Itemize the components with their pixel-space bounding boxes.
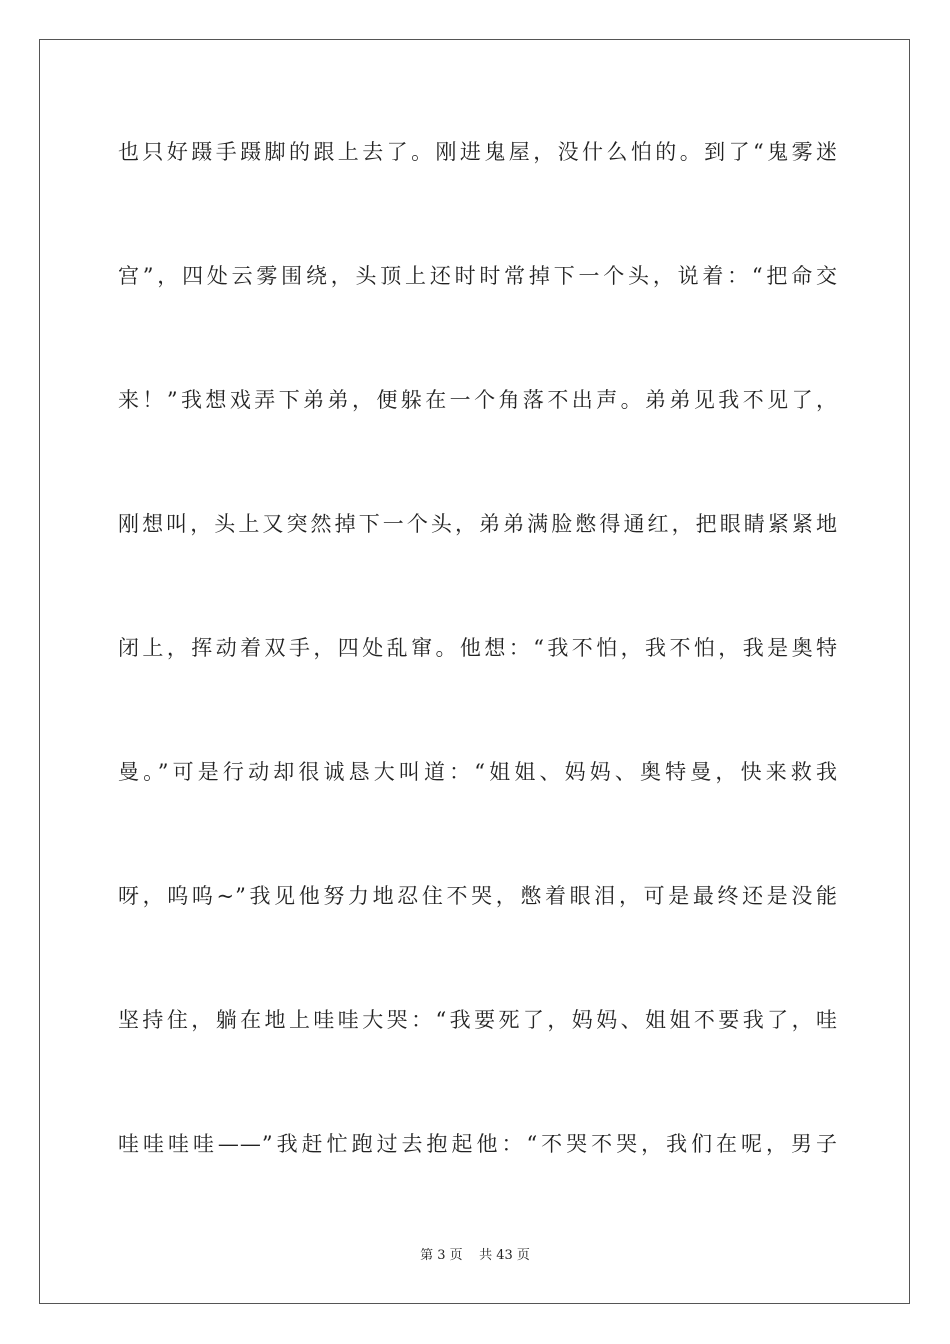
page-number-label: 第 3 页 共 43 页: [420, 1248, 530, 1263]
page-border: [39, 39, 910, 1304]
body-text-line: 刚想叫，头上又突然掉下一个头，弟弟满脸憋得通红，把眼睛紧紧地: [118, 512, 838, 536]
body-text-line: 宫”，四处云雾围绕，头顶上还时时常掉下一个头，说着：“把命交: [118, 264, 838, 288]
body-text-line: 闭上，挥动着双手，四处乱窜。他想：“我不怕，我不怕，我是奥特: [118, 636, 838, 660]
body-text-line: 来！”我想戏弄下弟弟，便躲在一个角落不出声。弟弟见我不见了，: [118, 388, 838, 412]
body-text-line: 哇哇哇哇——”我赶忙跑过去抱起他：“不哭不哭，我们在呢，男子: [118, 1132, 838, 1156]
page-footer: [0, 1247, 950, 1265]
body-text-line: 呀，呜呜~”我见他努力地忍住不哭，憋着眼泪，可是最终还是没能: [118, 884, 838, 908]
body-text-line: 坚持住，躺在地上哇哇大哭：“我要死了，妈妈、姐姐不要我了，哇: [118, 1008, 838, 1032]
body-text-line: 曼。”可是行动却很诚恳大叫道：“姐姐、妈妈、奥特曼，快来救我: [118, 760, 838, 784]
body-text-line: 也只好蹑手蹑脚的跟上去了。刚进鬼屋，没什么怕的。到了“鬼雾迷: [118, 140, 838, 164]
